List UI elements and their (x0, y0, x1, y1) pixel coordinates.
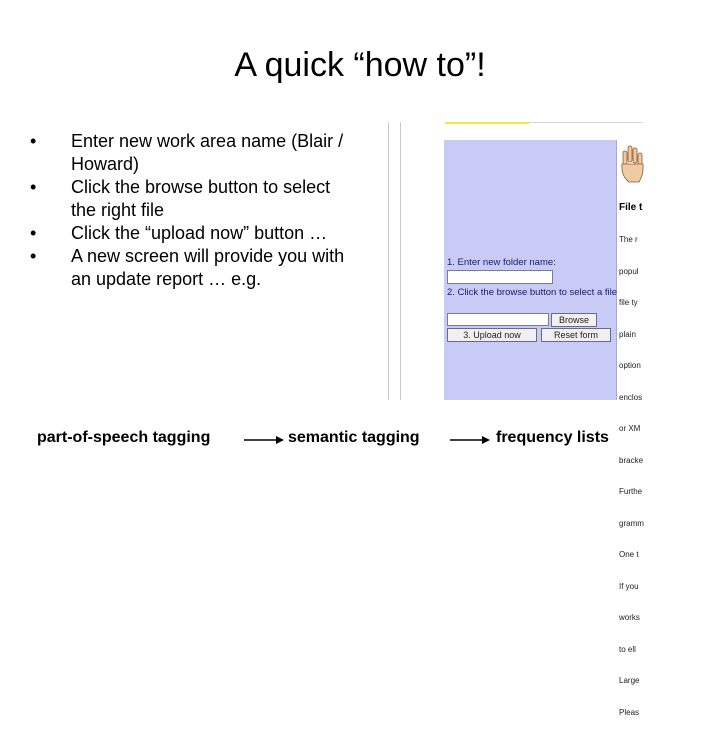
divider (400, 122, 401, 400)
help-line: Pleas (619, 707, 640, 717)
divider (388, 122, 389, 400)
folder-name-label: 1. Enter new folder name: (447, 257, 556, 268)
help-line: enclos (619, 392, 643, 402)
tagging-pipeline (0, 429, 720, 449)
reset-form-button[interactable]: Reset form (541, 328, 611, 342)
help-line: file ty (619, 298, 638, 307)
help-line: gramm (619, 518, 644, 528)
help-line: to ell (619, 644, 636, 654)
hand-icon (619, 144, 645, 188)
file-select-label: 2. Click the browse button to select a file (447, 287, 618, 298)
bullet-list (28, 130, 358, 291)
help-line: popul (619, 266, 639, 276)
bullet-item: • Enter new work area name (Blair / Howard) (28, 130, 358, 176)
help-line: If you (619, 581, 639, 591)
bullet-item: • Click the browse button to select the right file (28, 176, 358, 222)
help-text (619, 214, 644, 739)
stage-pos-tagging: part-of-speech tagging (37, 429, 211, 446)
divider (529, 122, 643, 123)
help-line: One t (619, 550, 639, 559)
help-heading: File t (619, 202, 643, 213)
file-path-input[interactable] (447, 313, 549, 326)
help-line: bracke (619, 455, 644, 465)
bullet-item: • Click the “upload now” button … (28, 222, 358, 245)
browse-button[interactable]: Browse (551, 313, 597, 327)
upload-now-button[interactable]: 3. Upload now (447, 328, 537, 342)
help-line: option (619, 361, 641, 370)
help-line: or XM (619, 424, 641, 433)
help-line: Furthe (619, 487, 643, 496)
right-arrow-icon (244, 435, 284, 445)
folder-name-input[interactable] (447, 270, 553, 284)
help-line: works (619, 613, 640, 622)
highlight-strip (445, 122, 529, 124)
help-line: Large (619, 676, 640, 685)
slide-title: A quick “how to”! (234, 46, 486, 84)
help-line: The r (619, 235, 638, 244)
stage-semantic-tagging: semantic tagging (288, 429, 420, 446)
right-arrow-icon (450, 435, 490, 445)
help-line: plain (619, 329, 636, 339)
stage-frequency-lists: frequency lists (496, 429, 609, 446)
bullet-item: • A new screen will provide you with an update report … e.g. (28, 245, 358, 291)
help-side-panel (616, 140, 644, 717)
